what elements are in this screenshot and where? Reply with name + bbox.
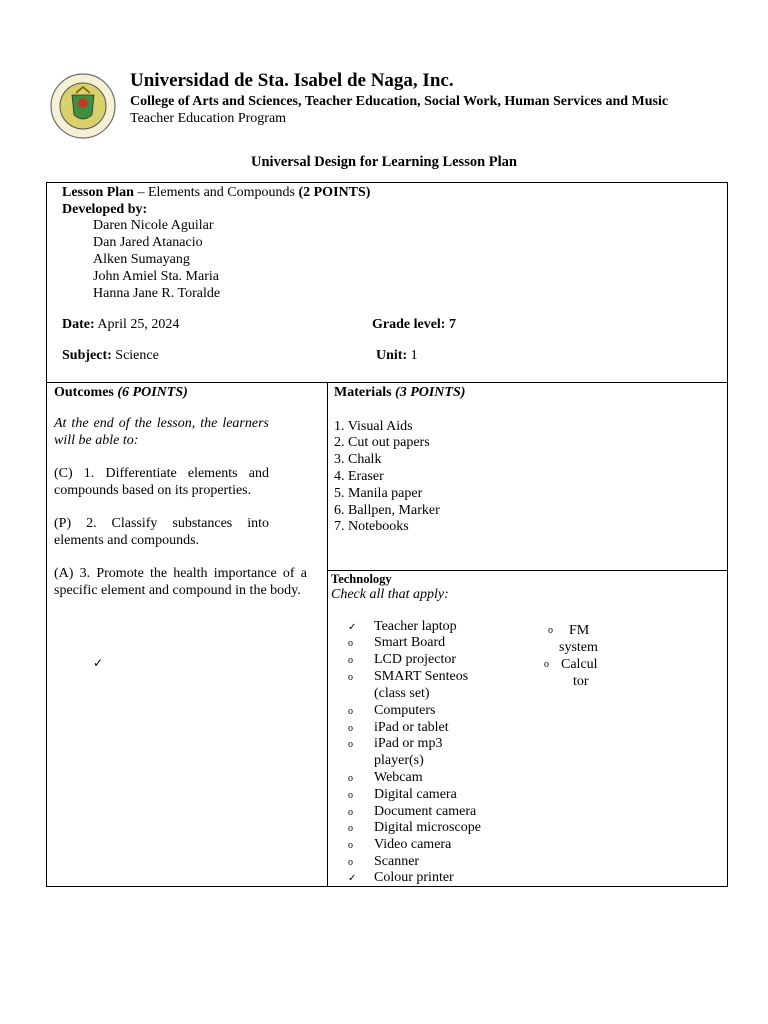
tech-item-fm-system[interactable]: FM bbox=[569, 623, 590, 638]
circle-bullet-icon: o bbox=[348, 857, 353, 868]
tech-item-continuation bbox=[348, 685, 430, 702]
developer-name: Alken Sumayang bbox=[93, 252, 190, 267]
circle-bullet-icon: o bbox=[348, 840, 353, 851]
developer-name: Hanna Jane R. Toralde bbox=[93, 286, 221, 301]
material-item: 7. Notebooks bbox=[334, 519, 409, 534]
developer-name: Dan Jared Atanacio bbox=[93, 235, 203, 250]
tech-item-label: Colour printer bbox=[374, 870, 454, 885]
tech-item-smart-senteos[interactable] bbox=[348, 668, 468, 686]
material-item: 2. Cut out papers bbox=[334, 435, 430, 450]
table-divider bbox=[327, 382, 328, 887]
outcomes-title: Outcomes bbox=[54, 385, 118, 400]
lesson-points: (2 POINTS) bbox=[298, 185, 371, 200]
circle-bullet-icon: o bbox=[348, 739, 353, 750]
tech-item-label: Computers bbox=[374, 703, 436, 718]
circle-bullet-icon: o bbox=[548, 625, 553, 636]
outcome-item: (A) 3. Promote the health importance of a specific element and compound in the body. bbox=[54, 566, 307, 598]
circle-bullet-icon: o bbox=[544, 659, 549, 670]
circle-bullet-icon: o bbox=[348, 790, 353, 801]
tech-item-computers[interactable] bbox=[348, 702, 435, 720]
grade-value: 7 bbox=[445, 317, 456, 332]
tech-item-digital-camera[interactable] bbox=[348, 786, 457, 804]
unit-value: 1 bbox=[407, 348, 418, 363]
developer-name: Daren Nicole Aguilar bbox=[93, 218, 214, 233]
tech-item-label: Video camera bbox=[374, 837, 452, 852]
circle-bullet-icon: o bbox=[348, 723, 353, 734]
tech-item-label: iPad or mp3 bbox=[374, 736, 443, 751]
material-item: 5. Manila paper bbox=[334, 486, 423, 501]
developed-by-label: Developed by: bbox=[62, 202, 148, 217]
tech-item-label: SMART Senteos bbox=[374, 669, 469, 684]
tech-item-label: iPad or tablet bbox=[374, 720, 449, 735]
date-field bbox=[62, 316, 179, 333]
circle-bullet-icon: o bbox=[348, 807, 353, 818]
institution-name: Universidad de Sta. Isabel de Naga, Inc. bbox=[130, 70, 454, 91]
circle-bullet-icon: o bbox=[348, 706, 353, 717]
circle-bullet-icon: o bbox=[348, 655, 353, 666]
tech-item-label: Document camera bbox=[374, 804, 477, 819]
tech-item-colour-printer[interactable] bbox=[348, 869, 454, 887]
outcomes-heading bbox=[54, 384, 188, 401]
tech-item-label: Digital camera bbox=[374, 787, 457, 802]
circle-bullet-icon: o bbox=[348, 823, 353, 834]
tech-item-label: Digital microscope bbox=[374, 820, 481, 835]
material-item: 4. Eraser bbox=[334, 469, 384, 484]
material-item: 6. Ballpen, Marker bbox=[334, 503, 440, 518]
grade-label: Grade level: bbox=[372, 317, 446, 332]
subject-label: Subject: bbox=[62, 348, 112, 363]
date-label: Date: bbox=[62, 317, 95, 332]
document-title: Universal Design for Learning Lesson Plan bbox=[251, 154, 517, 170]
university-seal-logo bbox=[50, 73, 116, 139]
outcomes-intro: At the end of the lesson, the learners will be able to: bbox=[54, 416, 269, 448]
unit-field bbox=[376, 347, 418, 364]
outcomes-points: (6 POINTS) bbox=[117, 385, 188, 400]
subject-field bbox=[62, 347, 159, 364]
tech-item-lcd-projector[interactable] bbox=[348, 651, 456, 669]
tech-item-label: Teacher laptop bbox=[374, 619, 457, 634]
table-divider bbox=[46, 382, 728, 383]
check-mark-icon: ✓ bbox=[93, 656, 104, 670]
program-name: Teacher Education Program bbox=[130, 111, 287, 126]
tech-item-label: player(s) bbox=[374, 753, 424, 768]
circle-bullet-icon: o bbox=[348, 638, 353, 649]
grade-field bbox=[372, 316, 456, 333]
date-value: April 25, 2024 bbox=[94, 317, 180, 332]
material-item: 3. Chalk bbox=[334, 452, 382, 467]
outcome-item: (P) 2. Classify substances into elements and compounds. bbox=[54, 516, 269, 548]
tech-item-label: (class set) bbox=[374, 686, 430, 701]
circle-bullet-icon: o bbox=[348, 773, 353, 784]
materials-title: Materials bbox=[334, 385, 396, 400]
technology-instruction: Check all that apply: bbox=[331, 587, 449, 602]
lesson-plan-label: Lesson Plan bbox=[62, 185, 134, 200]
material-item: 1. Visual Aids bbox=[334, 419, 413, 434]
materials-heading bbox=[334, 384, 465, 401]
tech-item-label: system bbox=[559, 640, 598, 655]
tech-item-label: Smart Board bbox=[374, 635, 446, 650]
tech-item-digital-microscope[interactable] bbox=[348, 819, 481, 837]
checked-icon: ✓ bbox=[348, 622, 357, 633]
developer-name: John Amiel Sta. Maria bbox=[93, 269, 219, 284]
college-name: College of Arts and Sciences, Teacher Education, Social Work, Human Services and Music bbox=[130, 94, 669, 109]
circle-bullet-icon: o bbox=[348, 672, 353, 683]
tech-item-webcam[interactable] bbox=[348, 769, 423, 787]
tech-item-label: tor bbox=[573, 674, 589, 689]
tech-item-continuation bbox=[348, 752, 424, 769]
technology-heading: Technology bbox=[331, 572, 392, 586]
unit-label: Unit: bbox=[376, 348, 408, 363]
checked-icon: ✓ bbox=[348, 873, 357, 884]
subject-value: Science bbox=[111, 348, 159, 363]
tech-item-video-camera[interactable] bbox=[348, 836, 451, 854]
tech-item-ipad-mp3[interactable] bbox=[348, 735, 442, 753]
tech-item-smart-board[interactable] bbox=[348, 634, 445, 652]
tech-item-label: Webcam bbox=[374, 770, 423, 785]
lesson-plan-line bbox=[62, 184, 370, 201]
lesson-topic: – Elements and Compounds bbox=[133, 185, 299, 200]
outcome-item: (C) 1. Differentiate elements and compounds based on its properties. bbox=[54, 466, 269, 498]
tech-item-label: Scanner bbox=[374, 854, 420, 869]
tech-item-label: LCD projector bbox=[374, 652, 457, 667]
materials-points: (3 POINTS) bbox=[395, 385, 466, 400]
tech-item-calculator[interactable]: Calcul bbox=[561, 657, 598, 672]
